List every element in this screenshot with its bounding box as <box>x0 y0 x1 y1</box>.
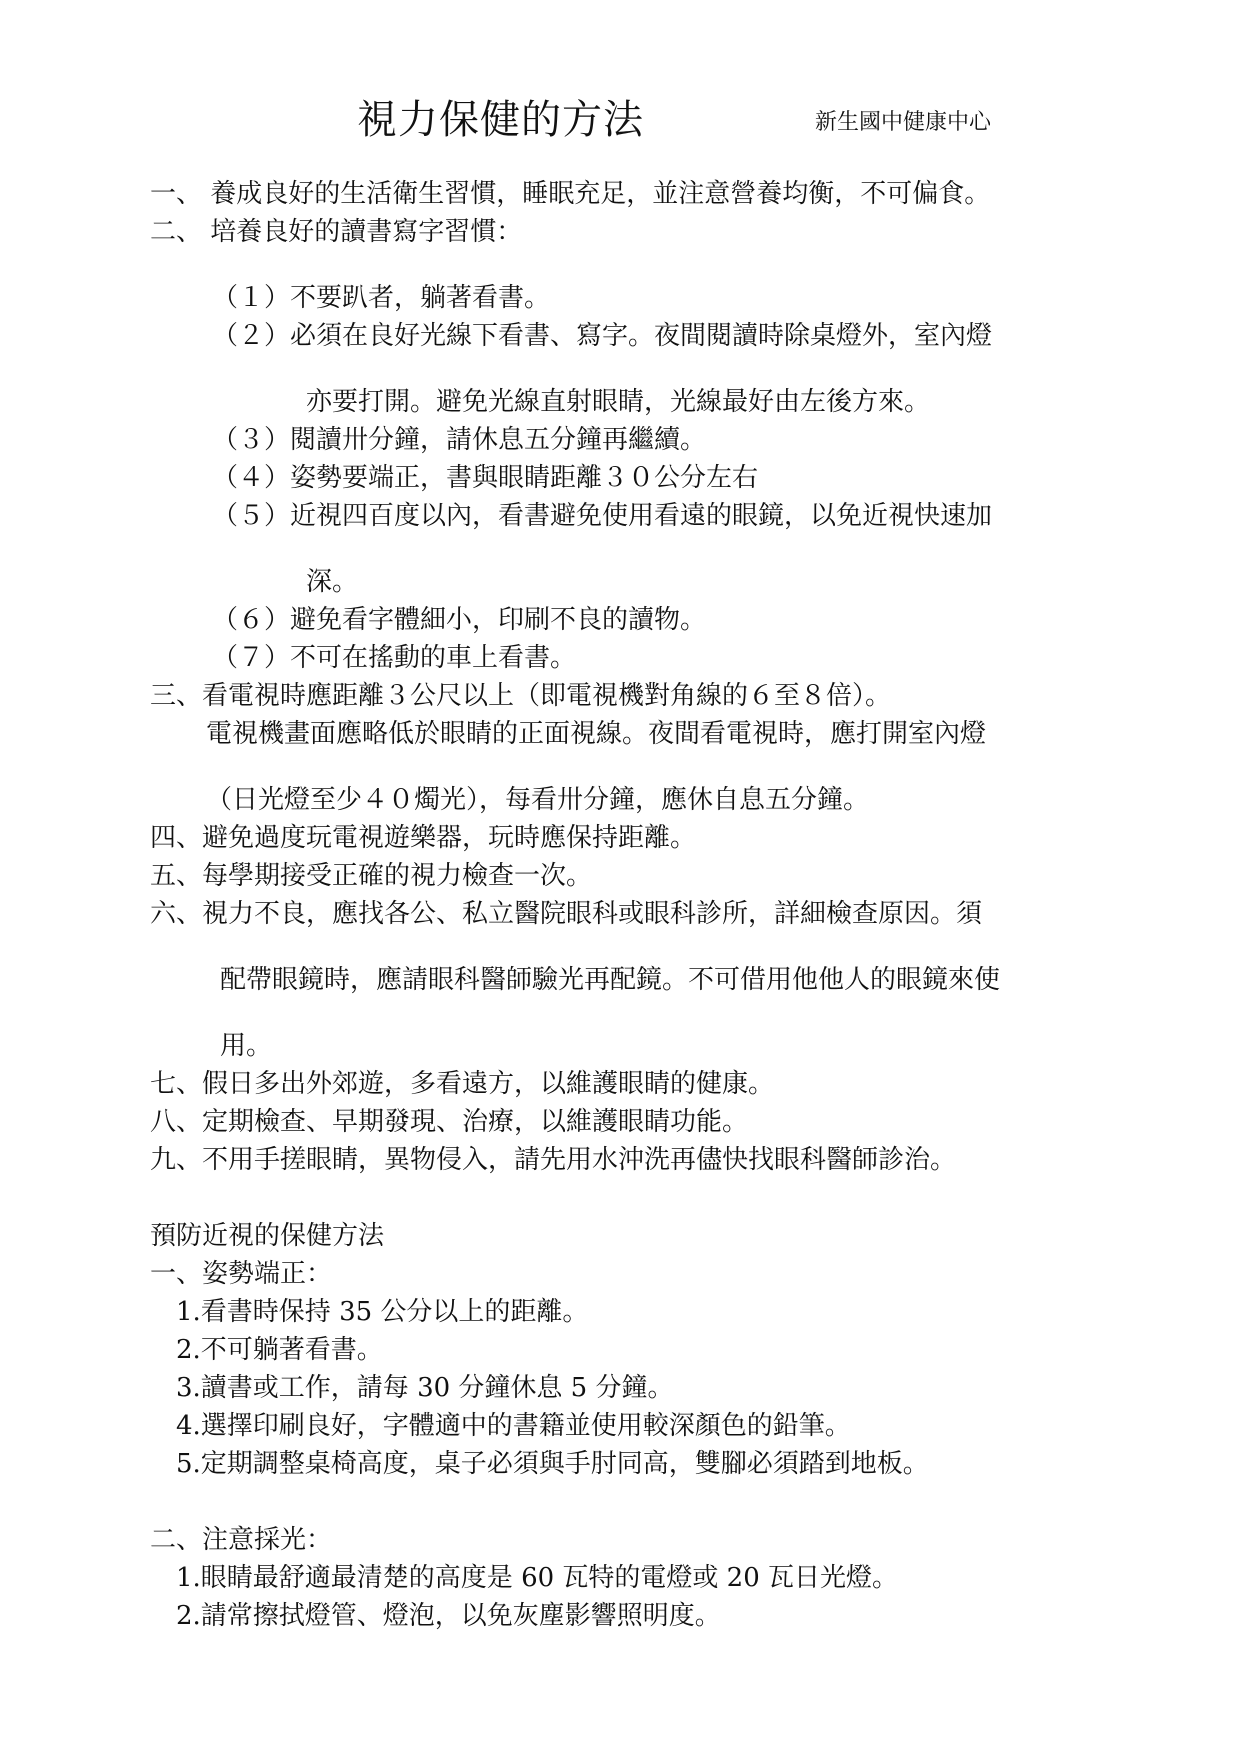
list-item: 五、每學期接受正確的視力檢查一次。 <box>150 861 593 891</box>
list-item: 5.定期調整桌椅高度，桌子必須與手肘同高，雙腳必須踏到地板。 <box>176 1449 929 1479</box>
list-item: 四、避免過度玩電視遊樂器，玩時應保持距離。 <box>150 823 697 853</box>
list-item: 八、定期檢查、早期發現、治療，以維護眼睛功能。 <box>150 1107 749 1137</box>
sub-item-continued: 亦要打開。避免光線直射眼睛，光線最好由左後方來。 <box>306 387 931 417</box>
list-item: 4.選擇印刷良好，字體適中的書籍並使用較深顏色的鉛筆。 <box>176 1411 851 1441</box>
list-item-continued: 配帶眼鏡時，應請眼科醫師驗光再配鏡。不可借用他他人的眼鏡來使 <box>220 965 1001 995</box>
list-item-continued: 電視機畫面應略低於眼睛的正面視線。夜間看電視時，應打開室內燈 <box>206 719 987 749</box>
list-item: 一、 養成良好的生活衛生習慣，睡眠充足，並注意營養均衡，不可偏食。 <box>150 179 991 209</box>
sub-item-continued: 深。 <box>306 567 359 597</box>
subsection-heading: 二、注意採光： <box>150 1525 333 1555</box>
sub-item: （７）不可在搖動的車上看書。 <box>212 643 577 673</box>
list-item-continued: 用。 <box>220 1031 273 1061</box>
list-item: 3.讀書或工作，請每 30 分鐘休息 5 分鐘。 <box>176 1373 674 1403</box>
sub-item: （５）近視四百度以內，看書避免使用看遠的眼鏡，以免近視快速加 <box>212 501 993 531</box>
list-item: 九、不用手搓眼睛，異物侵入，請先用水沖洗再儘快找眼科醫師診治。 <box>150 1145 957 1175</box>
list-item: 1.看書時保持 35 公分以上的距離。 <box>176 1297 589 1327</box>
sub-item: （４）姿勢要端正，書與眼睛距離３０公分左右 <box>212 463 759 493</box>
sub-item: （２）必須在良好光線下看書、寫字。夜間閱讀時除桌燈外，室內燈 <box>212 321 993 351</box>
section-heading: 預防近視的保健方法 <box>150 1221 385 1251</box>
page-title: 視力保健的方法 <box>357 97 644 143</box>
sub-item: （３）閱讀卅分鐘，請休息五分鐘再繼續。 <box>212 425 707 455</box>
list-item: 七、假日多出外郊遊，多看遠方，以維護眼睛的健康。 <box>150 1069 775 1099</box>
list-item: 六、視力不良，應找各公、私立醫院眼科或眼科診所，詳細檢查原因。須 <box>150 899 983 929</box>
list-item: 1.眼睛最舒適最清楚的高度是 60 瓦特的電燈或 20 瓦日光燈。 <box>176 1563 899 1593</box>
list-item: 2.不可躺著看書。 <box>176 1335 383 1365</box>
list-item: 2.請常擦拭燈管、燈泡，以免灰塵影響照明度。 <box>176 1601 721 1631</box>
school-name: 新生國中健康中心 <box>815 110 992 135</box>
list-item-continued: （日光燈至少４０燭光），每看卅分鐘，應休自息五分鐘。 <box>206 785 870 815</box>
subsection-heading: 一、姿勢端正： <box>150 1259 333 1289</box>
list-item: 二、 培養良好的讀書寫字習慣： <box>150 217 523 247</box>
list-item: 三、看電視時應距離３公尺以上（即電視機對角線的６至８倍）。 <box>150 681 892 711</box>
sub-item: （１）不要趴者，躺著看書。 <box>212 283 551 313</box>
sub-item: （６）避免看字體細小，印刷不良的讀物。 <box>212 605 707 635</box>
